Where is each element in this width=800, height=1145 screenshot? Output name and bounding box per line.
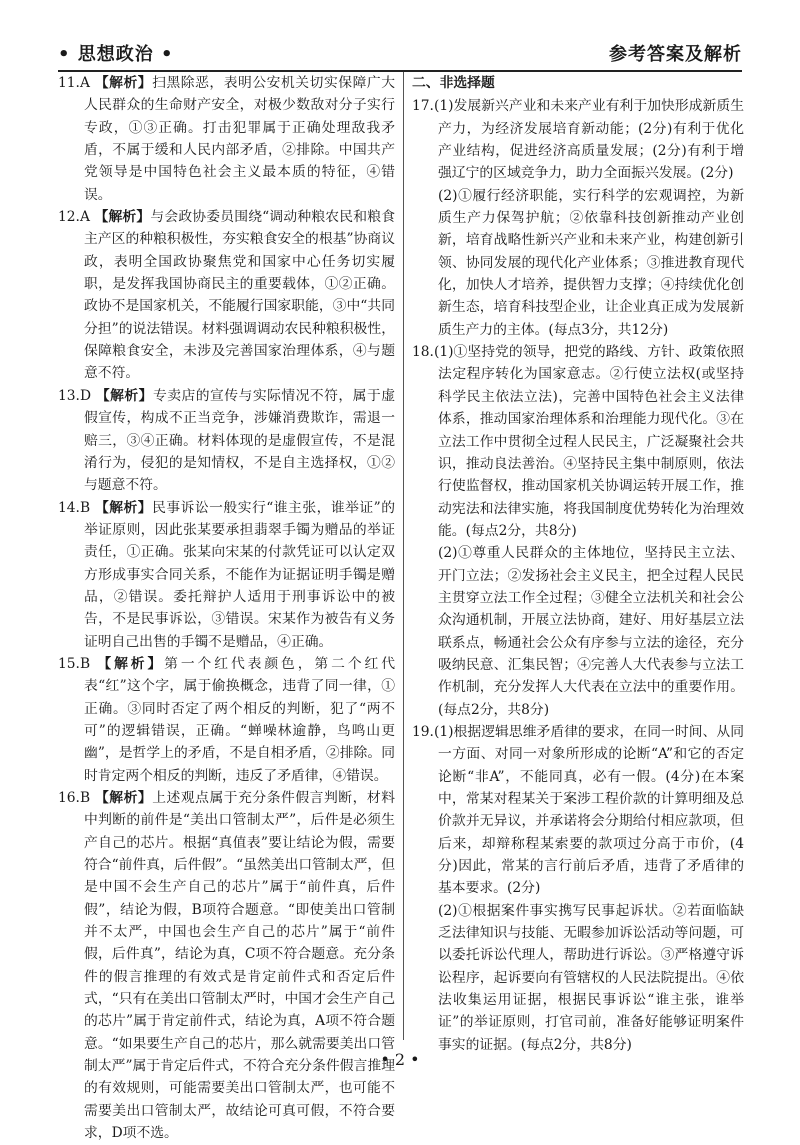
item-text: 上述观点属于充分条件假言判断，材料中判断的前件是“美出口管制太严”，后件是必须生产自己的芯片。根据“真值表”要让结论为假，需要符合“前件真，后件假”。“虽然美出口管制太严，但是中国不会生产自己的芯片”属于“前件真，后件假”，结论为假，B项符合题意。“即使美出口管制并不太严，中国也会生产自己的芯片”属于“前件假，后件真”，结论为真，C项不符合题意。充分条件的假言推理的有效式是肯定前件式和否定后件式，“只有在美出口管制太严时，中国才会生产自己的芯片”属于肯定前件式，结论为真，A项不符合题意。“如果要生产自己的芯片，那么就需要美出口管制太严”属于肯定后件式，不符合充分条件假言推理的有效规则，可能需要美出口管制太严，也可能不需要美出口管制太严，故结论可真可假，不符合要求，D项不选。 bbox=[84, 790, 396, 1142]
analysis-tag: 【解析】 bbox=[97, 655, 165, 672]
item-text: 扫黑除恶，表明公安机关切实保障广大人民群众的生命财产安全，对极少数敌对分子实行专政，①③正确。打击犯罪属于正确处理敌我矛盾，不属于缓和人民内部矛盾，②排除。中国共产党领导是中国特色社会主义最本质的特征，④错误。 bbox=[84, 75, 396, 203]
analysis-tag: 【解析】 bbox=[94, 75, 153, 91]
item-number: 12. bbox=[58, 209, 80, 226]
answer-item-15 bbox=[58, 653, 395, 787]
item-answer: B bbox=[79, 655, 91, 672]
question-number: 18. bbox=[412, 344, 434, 361]
left-column bbox=[58, 72, 403, 1142]
analysis-tag: 【解析】 bbox=[94, 499, 153, 516]
item-answer: B bbox=[79, 499, 91, 516]
question-18-part-2: (2)①尊重人民群众的主体地位，坚持民主立法、开门立法；②发扬社会主义民主，把全过程人民民主贯穿立法工作全过程；③健全立法机关和社会公众沟通机制，开展立法协商，建好、用好基层立法联系点，畅通社会公众有序参与立法的途径，充分吸纳民意、汇集民智；④完善人大代表参与立法工作机制，充分发挥人大代表在立法中的重要作用。(每点2分，共8分) bbox=[438, 545, 744, 718]
question-17-part-1 bbox=[412, 95, 744, 184]
section-heading: 二、非选择题 bbox=[412, 75, 495, 91]
question-number: 19. bbox=[412, 723, 434, 740]
answer-text: (1)根据逻辑思维矛盾律的要求，在同一时间、从同一方面、对同一对象所形成的论断“A”和它的否定论断“非A”，不能同真，必有一假。(4分)在本案中，常某对程某关于案涉工程价款的计算明细及总价款并无异议，并承诺将会分期给付相应款项，但后来，却辩称程某索要的款项过分高于市价，(4分)因此，常某的言行前后矛盾，违背了矛盾律的基本要求。(2分) bbox=[433, 723, 744, 897]
item-answer: A bbox=[79, 209, 90, 226]
item-answer: B bbox=[79, 790, 91, 806]
question-17-part-2: (2)①履行经济职能，实行科学的宏观调控，为新质生产力保驾护航；②依靠科技创新推动产业创新，培育战略性新兴产业和未来产业，构建创新引领、协同发展的现代化产业体系；③推进教育现代化，加快人才培养，提供智力支撑；④持续优化创新生态，培育科技型企业，让企业真正成为发展新质生产力的主体。(每点3分，共12分) bbox=[438, 187, 744, 338]
item-text: 与会政协委员围绕“调动种粮农民和粮食主产区的种粮积极性，夯实粮食安全的根基”协商议政，表明全国政协聚焦党和国家中心任务切实履职，是发挥我国协商民主的重要载体，①②正确。政协不是国家机关，不能履行国家职能，③中“共同分担”的说法错误。材料强调调动农民种粮积极性，保障粮食安全，未涉及完善国家治理体系，④与题意不符。 bbox=[84, 209, 395, 382]
section-label: 参考答案及解析 bbox=[609, 44, 742, 65]
item-text: 专卖店的宣传与实际情况不符，属于虚假宣传，构成不正当竞争，涉嫌消费欺诈，需退一赔三，③④正确。材料体现的是虚假宣传，不是混淆行为，侵犯的是知情权，不是自主选择权，①②与题意不符。 bbox=[84, 387, 396, 494]
answer-text: (1)发展新兴产业和未来产业有利于加快形成新质生产力，为经济发展培育新动能；(2分)有利于优化产业结构，促进经济高质量发展；(2分)有利于增强辽宁的区域竞争力，助力全面振兴发展。(2分) bbox=[433, 98, 744, 182]
content-columns bbox=[58, 72, 744, 1142]
answer-item-12 bbox=[58, 206, 395, 385]
page-header bbox=[58, 36, 742, 72]
question-19-part-1 bbox=[412, 721, 744, 900]
question-19-part-2: (2)①根据案件事实携写民事起诉状。②若面临缺乏法律知识与技能、无暇参加诉讼活动等问题，可以委托诉讼代理人，帮助进行诉讼。③严格遵守诉讼程序，起诉要向有管辖权的人民法院提出。④依法收集运用证据，根据民事诉讼“谁主张，谁举证”的举证原则，打官司前，准备好能够证明案件事实的证据。(每点2分，共8分) bbox=[438, 902, 744, 1053]
item-number: 14. bbox=[58, 499, 80, 516]
item-number: 15. bbox=[58, 655, 80, 672]
answer-item-11 bbox=[58, 72, 395, 206]
item-number: 11. bbox=[58, 75, 80, 91]
analysis-tag: 【解析】 bbox=[95, 790, 153, 806]
item-answer: A bbox=[79, 75, 90, 91]
item-number: 13. bbox=[58, 387, 80, 404]
answer-item-16 bbox=[58, 787, 395, 1145]
item-answer: D bbox=[79, 387, 92, 404]
page-number: • 2 • bbox=[380, 1050, 420, 1069]
subject-title: • 思想政治 • bbox=[58, 44, 174, 65]
analysis-tag: 【解析】 bbox=[94, 209, 151, 226]
item-text: 第一个红代表颜色，第二个红代表“红”这个字，属于偷换概念，违背了同一律，①正确。③同时否定了两个相反的判断，犯了“两不可”的逻辑错误，正确。“蝉噪林逾静，鸟鸣山更幽”，是哲学上的矛盾，不是自相矛盾，②排除。同时肯定两个相反的判断，违反了矛盾律，④错误。 bbox=[84, 655, 396, 784]
answer-item-13 bbox=[58, 385, 395, 497]
item-number: 16. bbox=[58, 790, 80, 806]
analysis-tag: 【解析】 bbox=[95, 387, 153, 404]
question-18-part-1 bbox=[412, 341, 744, 542]
answer-item-14 bbox=[58, 497, 395, 653]
answer-text: (1)①坚持党的领导，把党的路线、方针、政策依照法定程序转化为国家意志。②行使立法权(或坚持科学民主依法立法)，完善中国特色社会主义法律体系，推动国家治理体系和治理能力现代化。③在立法工作中贯彻全过程人民民主，广泛凝聚社会共识，推动良法善治。④坚持民主集中制原则，依法行使监督权，推动国家机关协调运转开展工作，推动宪法和法律实施，将我国制度优势转化为治理效能。(每点2分，共8分) bbox=[433, 344, 744, 539]
item-text: 民事诉讼一般实行“谁主张，谁举证”的举证原则，因此张某要承担翡翠手镯为赠品的举证责任，①正确。张某向宋某的付款凭证可以认定双方形成事实合同关系，不能作为证据证明手镯是赠品，②错误。委托辩护人适用于刑事诉讼中的被告，不是民事诉讼，③错误。宋某作为被告有义务证明自己出售的手镯不是赠品，④正确。 bbox=[84, 499, 396, 650]
question-number: 17. bbox=[412, 98, 434, 115]
right-column bbox=[404, 72, 744, 1053]
